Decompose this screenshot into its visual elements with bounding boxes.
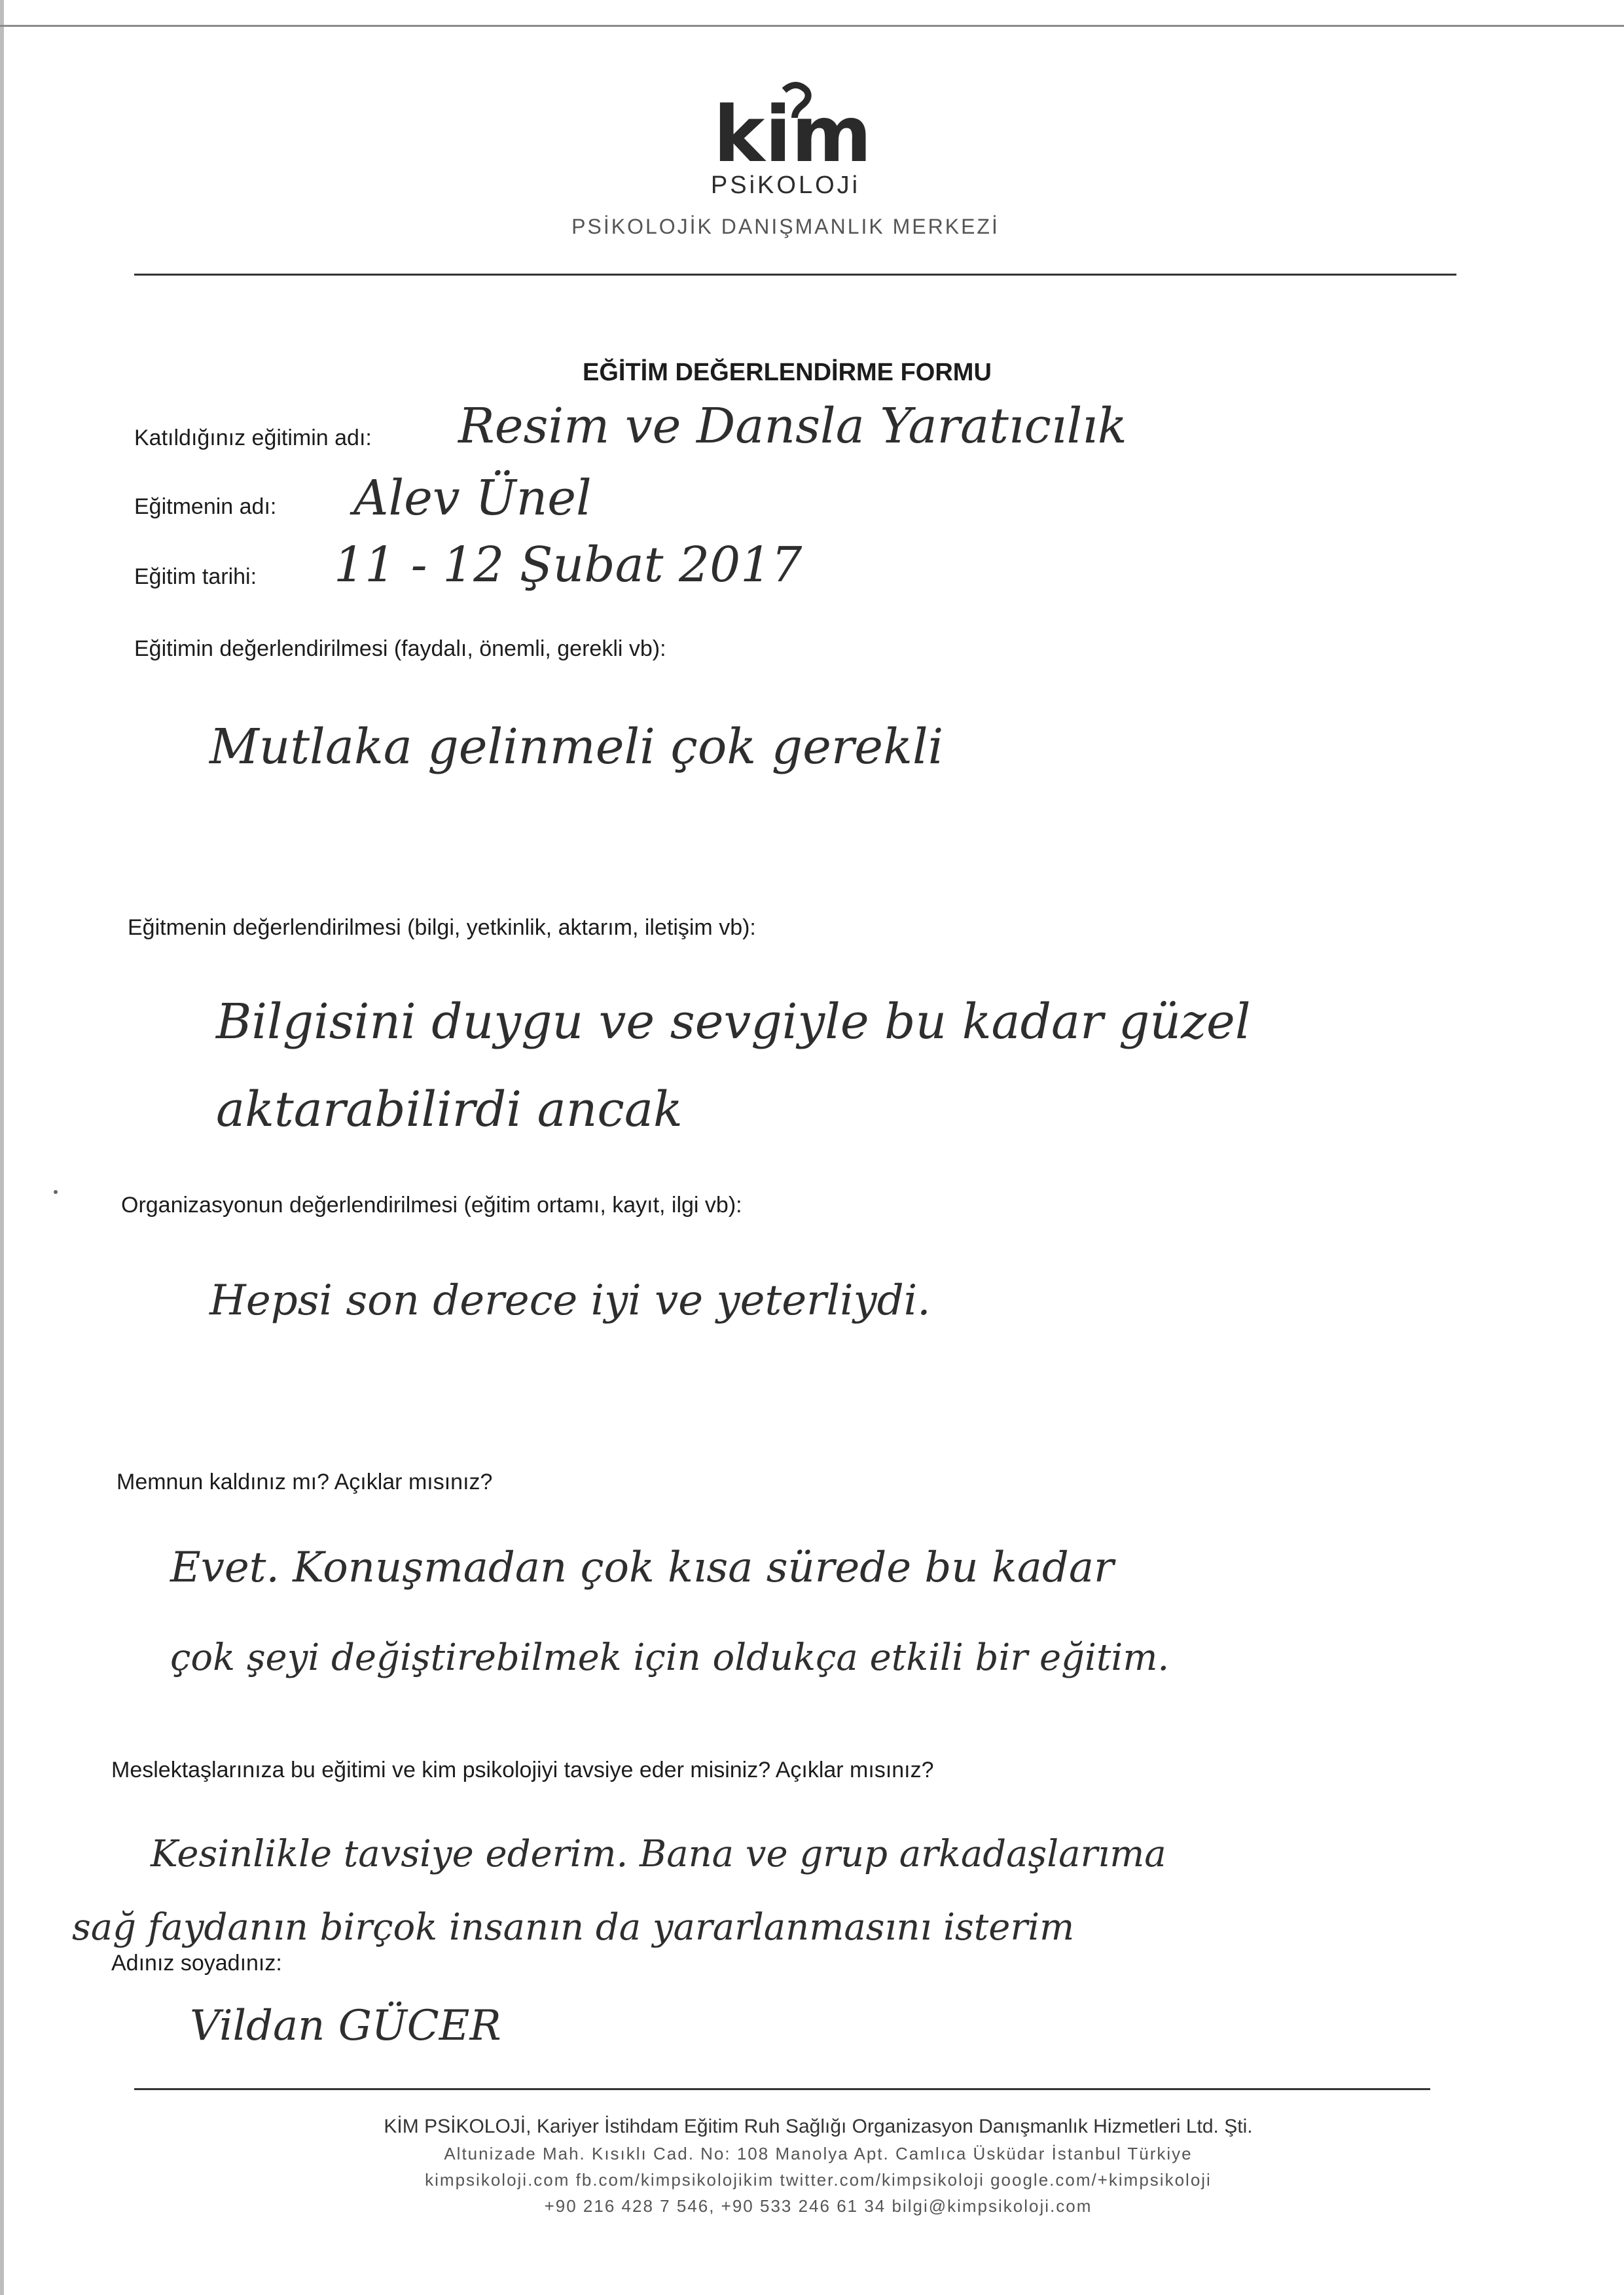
date-label: Eğitim tarihi: <box>134 564 257 589</box>
training-name-value: Resim ve Dansla Yaratıcılık <box>458 398 1127 454</box>
q2-answer-line1: Bilgisini duygu ve sevgiyle bu kadar güzel <box>216 994 1251 1050</box>
date-value: 11 - 12 Şubat 2017 <box>334 537 803 593</box>
footer-web-links: kimpsikoloji.com fb.com/kimpsikolojikim twitter.com/kimpsikoloji google.com/+kimpsikoloji <box>425 2170 1212 2190</box>
training-name-label: Katıldığınız eğitimin adı: <box>134 425 372 450</box>
brand-tagline: PSİKOLOJİK DANIŞMANLIK MERKEZİ <box>571 215 1000 238</box>
q5-label: Meslektaşlarınıza bu eğitimi ve kim psikolojiyi tavsiye eder misiniz? Açıklar mısınız? <box>111 1758 934 1782</box>
q5-answer-line1: Kesinlikle tavsiye ederim. Bana ve grup arkadaşlarıma <box>151 1833 1166 1875</box>
footer-company: KİM PSİKOLOJİ, Kariyer İstihdam Eğitim Ruh Sağlığı Organizasyon Danışmanlık Hizmetleri Ltd. Şti. <box>384 2116 1253 2137</box>
name-value: Vildan GÜCER <box>190 2002 501 2050</box>
q3-label: Organizasyonun değerlendirilmesi (eğitim ortamı, kayıt, ilgi vb): <box>121 1193 742 1218</box>
scan-top-edge <box>0 25 1624 27</box>
scan-edge-shadow <box>0 0 4 2295</box>
form-title: EĞİTİM DEĞERLENDİRME FORMU <box>583 359 992 386</box>
q1-label: Eğitimin değerlendirilmesi (faydalı, önemli, gerekli vb): <box>134 636 666 661</box>
q4-answer-line1: Evet. Konuşmadan çok kısa sürede bu kadar <box>170 1544 1114 1592</box>
q2-label: Eğitmenin değerlendirilmesi (bilgi, yetkinlik, aktarım, iletişim vb): <box>128 915 756 940</box>
logo-wordmark: kim <box>713 89 872 175</box>
q2-answer-line2: aktarabilirdi ancak <box>216 1081 683 1138</box>
trainer-value: Alev Ünel <box>353 470 592 526</box>
name-label: Adınız soyadınız: <box>111 1951 282 1976</box>
q4-answer-line2: çok şeyi değiştirebilmek için oldukça etkili bir eğitim. <box>170 1636 1170 1679</box>
scan-speck <box>54 1190 58 1194</box>
q1-answer: Mutlaka gelinmeli çok gerekli <box>209 719 944 775</box>
q3-answer: Hepsi son derece iyi ve yeterliydi. <box>209 1276 931 1325</box>
footer-address: Altunizade Mah. Kısıklı Cad. No: 108 Manolya Apt. Camlıca Üsküdar İstanbul Türkiye <box>444 2144 1193 2163</box>
footer-contact: +90 216 428 7 546, +90 533 246 61 34 bilgi@kimpsikoloji.com <box>544 2196 1092 2216</box>
kim-logo-mark <box>713 77 884 175</box>
q4-label: Memnun kaldınız mı? Açıklar mısınız? <box>117 1470 493 1494</box>
q5-answer-line2: sağ faydanın birçok insanın da yararlanmasını isterim <box>72 1906 1075 1949</box>
brand-subtitle: PSiKOLOJi <box>710 172 861 199</box>
kim-logo <box>713 77 884 175</box>
footer-divider <box>134 2088 1430 2090</box>
header-divider <box>134 274 1456 276</box>
trainer-label: Eğitmenin adı: <box>134 494 277 519</box>
